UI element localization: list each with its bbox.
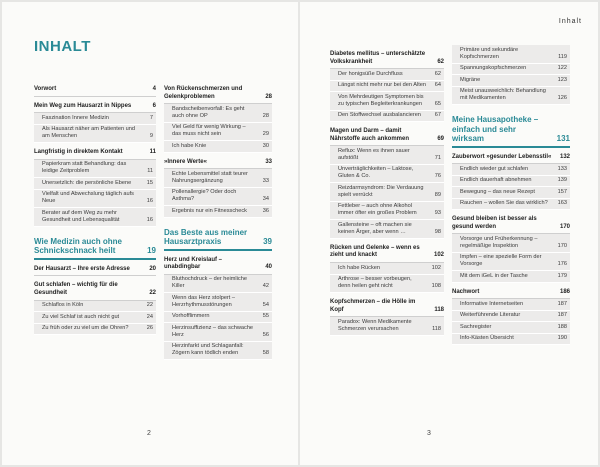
toc-entry-page: 108 [431,283,441,290]
toc-entry-title: Reflux: Wenn es ihnen sauer aufstößt [338,147,410,161]
toc-entry-title: Gut schlafen – wichtig für die Gesundheit [34,282,118,296]
toc-entry-page: 42 [262,283,269,290]
toc-entry-page: 4 [152,86,156,92]
toc-entry-title: Langfristig in direktem Kontakt [34,149,123,156]
toc-chapter-entry [164,218,272,251]
toc-entry-page: 118 [434,306,444,313]
toc-section-entry [164,153,272,170]
toc-entry-title: Der honigsüße Durchfluss [338,70,403,77]
toc-entry-title: Berater auf dem Weg zu mehr Gesundheit und Lebensqualität [42,209,120,223]
toc-entry-page: 26 [146,325,153,332]
toc-subsection-entry [164,188,272,207]
toc-subsection-entry [330,69,444,81]
toc-subsection-entry [452,311,570,323]
toc-subsection-entry [452,253,570,272]
toc-entry-title: Von Rückenschmerzen und Gelenkproblemen [164,86,243,100]
toc-subsection-entry [164,323,272,342]
toc-entry-page: 89 [434,191,441,198]
toc-subsection-entry [330,220,444,239]
toc-entry-page: 179 [557,272,567,279]
toc-entry-page: 65 [434,100,441,107]
toc-entry-page: 187 [557,300,567,307]
page-number-right: 3 [427,430,431,437]
toc-entry-page: 176 [557,261,567,268]
toc-column-1 [34,80,156,335]
toc-entry-page: 28 [262,112,269,119]
toc-entry-title: Gesund bleiben ist besser als gesund werden [452,216,537,230]
toc-entry-page: 139 [557,177,567,184]
toc-subsection-entry [164,312,272,324]
toc-entry-page: 170 [559,223,570,230]
toc-subsection-entry [452,45,570,64]
toc-entry-page: 123 [557,76,567,83]
toc-subsection-entry [330,275,444,294]
toc-entry-page: 132 [559,153,570,160]
toc-entry-title: Info-Kästen Übersicht [460,335,514,342]
toc-subsection-entry [164,104,272,123]
toc-entry-title: Kopfschmerzen – die Hölle im Kopf [330,299,416,313]
toc-entry-page: 15 [146,179,153,186]
toc-section-entry [330,239,444,263]
toc-subsection-entry [34,301,156,313]
toc-entry-title: Mit dem iGeL in der Tasche [460,272,528,279]
toc-entry-page: 126 [557,95,567,101]
toc-subsection-entry [164,342,272,361]
toc-subsection-entry [34,208,156,227]
toc-entry-title: Echte Lebensmittel statt teurer Nahrungsergänzung [172,170,248,184]
toc-entry-page: 186 [559,288,570,295]
toc-entry-title: Endlich wieder gut schlafen [460,165,529,172]
toc-subsection-entry [452,64,570,76]
toc-entry-title: Diabetes mellitus – unterschätzte Volkskrankheit [330,51,426,65]
toc-entry-title: Rauchen – wollen Sie das wirklich? [460,200,548,207]
toc-subsection-entry [452,176,570,188]
toc-entry-title: Magen und Darm – damit Nährstoffe auch ankommen [330,128,410,142]
toc-entry-page: 22 [149,289,156,296]
toc-entry-page: 187 [557,312,567,319]
toc-entry-title: Ich habe Rücken [338,264,380,271]
toc-entry-title: Rücken und Gelenke – wenn es zieht und knackt [330,244,420,259]
toc-entry-title: Als Hausarzt näher am Patienten und am Menschen [42,126,135,140]
toc-entry-page: 133 [557,165,567,172]
toc-entry-title: Spannungskopfschmerzen [460,65,527,71]
toc-entry-page: 30 [262,142,269,149]
toc-section-entry [164,251,272,275]
toc-subsection-entry [164,293,272,312]
toc-entry-title: Sachregister [460,323,492,330]
toc-subsection-entry [34,160,156,179]
toc-entry-page: 55 [262,313,269,320]
toc-entry-page: 190 [557,335,567,342]
toc-column-3 [330,45,444,336]
toc-subsection-entry [164,206,272,218]
toc-subsection-entry [34,324,156,336]
toc-entry-title: Unverträglichkeiten – Laktose, Gluten & Co. [338,166,414,180]
toc-entry-title: Herz und Kreislauf – unabdingbar [164,256,223,271]
right-page [300,2,598,465]
toc-entry-title: Mein Weg zum Hausarzt in Nippes [34,102,132,109]
page-number-left: 2 [147,430,151,437]
toc-entry-title: Vorwort [34,86,57,92]
toc-subsection-entry [330,81,444,93]
toc-entry-title: Endlich dauerhaft abnehmen [460,177,532,184]
toc-entry-title: Arthrose – besser vorbeugen, denn heilen geht nicht [338,276,412,290]
toc-entry-title: Ich habe Knie [172,142,207,149]
toc-entry-page: 62 [437,58,444,65]
toc-subsection-entry [164,123,272,142]
toc-entry-page: 64 [434,82,441,89]
toc-chapter-entry [452,105,570,148]
toc-entry-title: Primäre und sekundäre Kopfschmerzen [460,46,519,60]
toc-entry-page: 131 [556,134,570,143]
toc-subsection-entry [330,263,444,275]
toc-subsection-entry [452,187,570,199]
toc-entry-title: Informative Internetseiten [460,300,524,307]
toc-subsection-entry [330,146,444,165]
toc-entry-page: 11 [149,149,156,156]
running-head: Inhalt [558,18,582,25]
toc-subsection-entry [330,92,444,111]
toc-section-entry [34,97,156,114]
toc-entry-page: 28 [265,93,272,100]
toc-subsection-entry [452,299,570,311]
toc-subsection-entry [164,275,272,294]
toc-section-entry [330,45,444,69]
toc-entry-title: Ergebnis nur ein Fitnesscheck [172,207,247,214]
toc-entry-page: 16 [146,216,153,223]
toc-entry-page: 122 [557,65,567,71]
toc-entry-title: Faszination Innere Medizin [42,114,109,121]
toc-entry-title: Reizdarmsyndrom: Die Verdauung spielt verrückt [338,184,424,198]
toc-entry-title: Unersetzlich: die persönliche Ebene [42,179,132,186]
toc-entry-title: Bandscheibenvorfall: Es geht auch ohne OP [172,105,245,119]
toc-entry-page: 22 [146,302,153,309]
toc-entry-page: 102 [431,264,441,271]
toc-entry-title: Bewegung – das neue Rezept [460,188,535,195]
toc-entry-title: Meine Hausapotheke – einfach und sehr wirksam [452,115,539,143]
toc-column-4 [452,45,570,345]
toc-entry-page: 62 [434,70,441,77]
toc-subsection-entry [164,169,272,188]
toc-subsection-entry [34,190,156,209]
toc-entry-title: Herzinsuffizienz – das schwache Herz [172,324,254,338]
toc-entry-page: 163 [557,200,567,207]
toc-entry-page: 36 [262,207,269,214]
toc-entry-title: Zu viel Schlaf ist auch nicht gut [42,313,120,320]
toc-entry-page: 102 [433,252,444,259]
toc-entry-title: Weiterführende Literatur [460,312,521,319]
toc-subsection-entry [34,113,156,125]
toc-entry-page: 58 [262,350,269,357]
toc-section-entry [452,148,570,165]
toc-entry-title: Herzinfarkt und Schlaganfall: Zögern kann tödlich enden [172,343,244,357]
toc-entry-page: 71 [434,154,441,161]
toc-entry-title: Impfen – eine spezielle Form der Vorsorge [460,254,542,268]
toc-entry-title: Wenn das Herz stolpert – Herzrhythmusstörungen [172,294,236,308]
toc-subsection-entry [452,199,570,211]
toc-entry-title: Zauberwort »gesunder Lebensstil« [452,153,552,160]
toc-entry-title: Nachwort [452,288,480,295]
toc-entry-title: Meist unausweichlich: Behandlung mit Medikamenten [460,88,546,101]
toc-entry-title: Gallensteine – oft machen sie keinen Ärger, aber wenn … [338,221,412,235]
left-page [2,2,298,465]
toc-entry-title: Migräne [460,76,481,83]
toc-entry-title: »Innere Werte« [164,158,207,165]
toc-entry-title: Von Mehrdeutigen Symptomen bis zu typischen Begleiterkrankungen [338,93,424,107]
toc-entry-title: Wie Medizin auch ohne Schnickschnack heilt [34,236,122,256]
toc-entry-title: Fettleber – auch ohne Alkohol immer öfter ein großes Problem [338,203,417,217]
toc-entry-title: Den Stoffwechsel ausbalancieren [338,112,421,119]
toc-section-entry [330,293,444,317]
toc-entry-page: 11 [147,168,153,175]
toc-section-entry [34,80,156,97]
toc-subsection-entry [34,178,156,190]
toc-entry-page: 170 [557,242,567,249]
toc-entry-page: 119 [558,53,567,60]
toc-entry-page: 40 [265,264,272,271]
toc-entry-page: 20 [149,265,156,272]
toc-section-entry [452,210,570,234]
toc-subsection-entry [452,87,570,106]
toc-subsection-entry [34,125,156,144]
toc-entry-title: Vielfalt und Abwechslung täglich aufs Neue [42,191,134,205]
toc-entry-title: Zu früh oder zu viel um die Ohren? [42,325,129,332]
toc-entry-title: Vorhofflimmern [172,313,210,320]
toc-entry-title: Papierkram statt Behandlung: das leidige Zeitproblem [42,161,127,175]
toc-section-entry [34,143,156,160]
toc-subsection-entry [452,271,570,283]
toc-subsection-entry [452,334,570,346]
toc-chapter-entry [34,227,156,260]
toc-subsection-entry [330,111,444,123]
toc-entry-page: 118 [432,325,441,332]
toc-entry-title: Schlaflos in Köln [42,302,84,309]
toc-entry-page: 76 [434,173,441,180]
toc-entry-page: 34 [262,196,269,203]
toc-section-entry [452,283,570,300]
toc-entry-page: 16 [146,198,153,205]
toc-section-entry [164,80,272,104]
toc-subsection-entry [452,75,570,87]
toc-subsection-entry [452,164,570,176]
toc-title: INHALT [34,38,91,55]
toc-entry-page: 33 [262,177,269,184]
toc-entry-page: 33 [265,158,272,165]
toc-entry-page: 56 [262,331,269,338]
toc-section-entry [34,260,156,277]
toc-entry-title: Das Beste aus meiner Hausarztpraxis [164,227,248,247]
toc-column-2 [164,80,272,360]
toc-entry-title: Der Hausarzt – Ihre erste Adresse [34,265,130,272]
toc-subsection-entry [330,183,444,202]
toc-subsection-entry [452,234,570,253]
toc-entry-page: 69 [437,135,444,142]
toc-section-entry [330,122,444,146]
toc-entry-page: 39 [263,237,272,247]
toc-section-entry [34,276,156,300]
toc-entry-page: 98 [434,228,441,235]
toc-entry-page: 7 [149,114,153,121]
toc-entry-page: 19 [147,246,156,256]
toc-entry-title: Bluthochdruck – der heimliche Killer [172,276,247,290]
toc-entry-title: Viel Geld für wenig Wirkung – das muss nicht sein [172,124,246,138]
toc-entry-title: Paradox: Wenn Medikamente Schmerzen verursachen [338,318,412,332]
toc-subsection-entry [330,317,444,336]
toc-entry-page: 157 [557,188,567,195]
toc-entry-page: 29 [262,131,269,138]
toc-entry-page: 54 [262,301,269,308]
toc-entry-title: Pollenallergie? Oder doch Asthma? [172,189,237,203]
toc-entry-page: 93 [434,210,441,217]
toc-subsection-entry [164,141,272,153]
toc-subsection-entry [34,312,156,324]
toc-entry-page: 188 [557,323,567,330]
toc-entry-page: 24 [146,313,153,320]
toc-entry-title: Vorsorge und Früherkennung – regelmäßige Inspektion [460,235,538,249]
toc-subsection-entry [330,202,444,221]
toc-entry-page: 6 [152,102,156,109]
toc-entry-page: 67 [434,112,441,119]
toc-subsection-entry [452,322,570,334]
toc-subsection-entry [330,165,444,184]
toc-entry-title: Längst nicht mehr nur bei den Alten [338,82,427,89]
toc-entry-page: 9 [149,133,153,140]
